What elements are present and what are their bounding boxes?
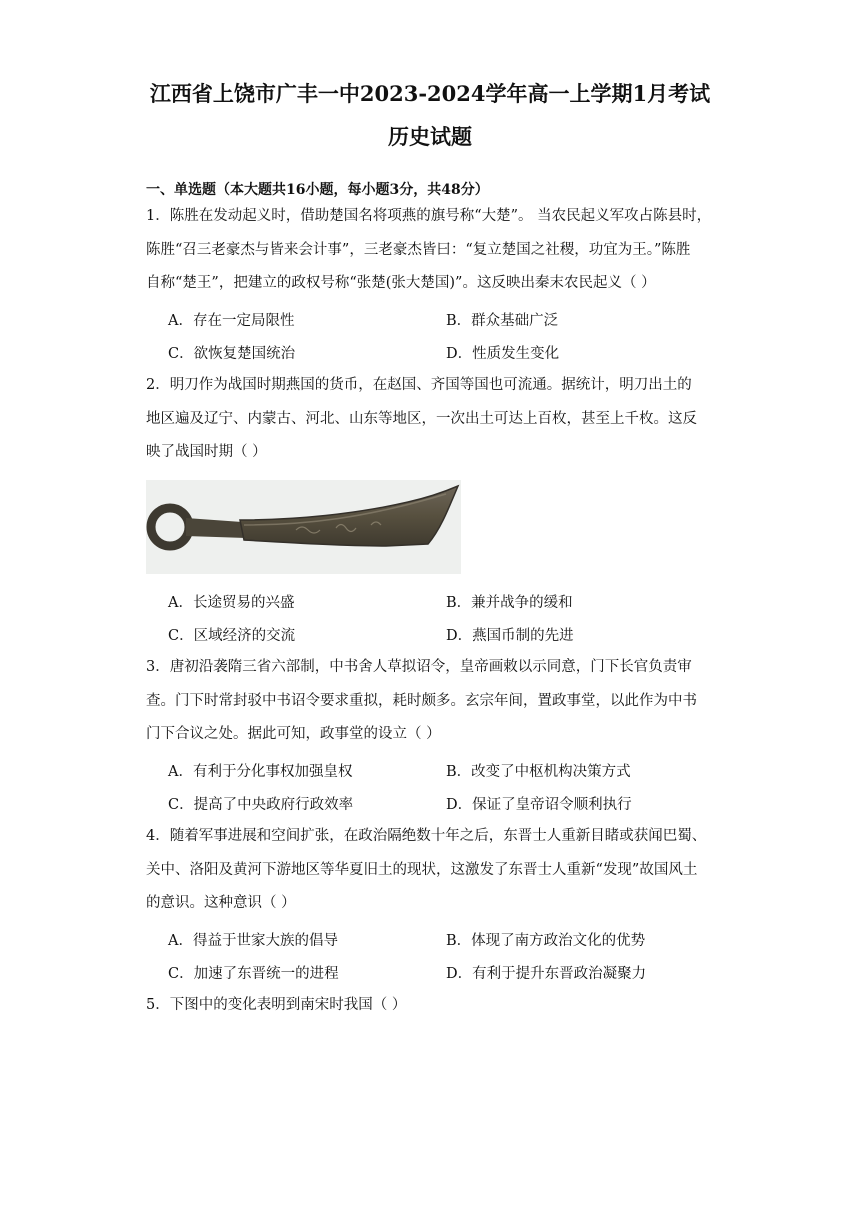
exam-title: 江西省上饶市广丰一中2023-2024学年高一上学期1月考试: [149, 81, 711, 106]
question-3-option-d: D．保证了皇帝诏令顺利执行: [446, 797, 632, 813]
question-2-option-c: C．区域经济的交流: [168, 628, 296, 644]
question-2-option-a: A．长途贸易的兴盛: [168, 595, 295, 611]
question-3-stem: [146, 651, 724, 752]
question-1-option-c: C．欲恢复楚国统治: [168, 346, 296, 362]
question-4-option-b: B．体现了南方政治文化的优势: [446, 933, 646, 949]
question-2-stem: [146, 369, 724, 470]
knife-handle: [186, 518, 246, 538]
question-line: 门下合议之处。据此可知，政事堂的设立（ ）: [146, 726, 441, 742]
knife-ring: [151, 508, 189, 546]
question-4-stem: [146, 820, 724, 921]
question-3-option-a: A．有利于分化事权加强皇权: [168, 764, 353, 780]
question-line: 2．明刀作为战国时期燕国的货币，在赵国、齐国等国也可流通。据统计，明刀出土的: [146, 377, 692, 393]
knife-blade: [240, 486, 458, 546]
question-line: 3．唐初沿袭隋三省六部制，中书舍人草拟诏令，皇帝画敕以示同意，门下长官负责审: [146, 659, 692, 675]
question-3-option-b: B．改变了中枢机构决策方式: [446, 764, 631, 780]
question-line: 1．陈胜在发动起义时，借助楚国名将项燕的旗号称“大楚”。 当农民起义军攻占陈县时，: [146, 208, 712, 224]
question-line: 地区遍及辽宁、内蒙古、河北、山东等地区，一次出土可达上百枚，甚至上千枚。这反: [146, 410, 697, 427]
question-line: 的意识。这种意识（ ）: [146, 895, 296, 911]
question-2-option-d: D．燕国币制的先进: [446, 628, 574, 644]
exam-subject-title: 历史试题: [388, 124, 472, 149]
question-3-option-c: C．提高了中央政府行政效率: [168, 797, 354, 813]
question-1-option-a: A．存在一定局限性: [168, 313, 295, 329]
question-2-option-b: B．兼并战争的缓和: [446, 595, 573, 611]
question-1-stem: [146, 200, 724, 301]
question-4-option-c: C．加速了东晋统一的进程: [168, 966, 339, 982]
question-4-option-a: A．得益于世家大族的倡导: [168, 933, 338, 949]
question-line: 4．随着军事进展和空间扩张，在政治隔绝数十年之后，东晋士人重新目睹或获闻巴蜀、: [146, 828, 707, 844]
question-line: 查。门下时常封驳中书诏令要求重拟，耗时颇多。玄宗年间，置政事堂，以此作为中书: [146, 692, 697, 709]
question-5-stem: [146, 989, 724, 1023]
question-1-option-b: B．群众基础广泛: [446, 313, 559, 329]
question-4-option-d: D．有利于提升东晋政治凝聚力: [446, 966, 647, 982]
question-line: 5．下图中的变化表明到南宋时我国（ ）: [146, 997, 407, 1013]
question-line: 陈胜“召三老豪杰与皆来会计事”，三老豪杰皆曰：“复立楚国之社稷，功宜为王。”陈胜: [146, 241, 691, 258]
section-heading: 一、单选题（本大题共16小题，每小题3分，共48分）: [146, 182, 489, 198]
question-line: 关中、洛阳及黄河下游地区等华夏旧土的现状，这激发了东晋士人重新“发现”故国风土: [146, 861, 698, 878]
question-1-option-d: D．性质发生变化: [446, 346, 560, 362]
question-line: 自称“楚王”，把建立的政权号称“张楚(张大楚国)”。这反映出秦末农民起义（ ）: [146, 275, 656, 291]
question-line: 映了战国时期（ ）: [146, 444, 267, 460]
knife-coin-drawing: [146, 480, 461, 574]
ming-knife-coin-image: [146, 480, 461, 574]
